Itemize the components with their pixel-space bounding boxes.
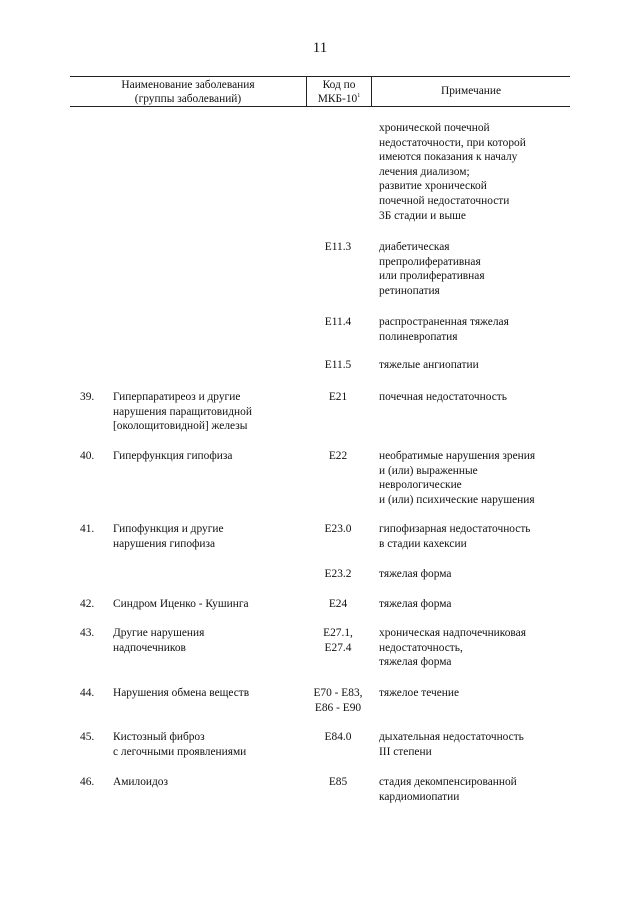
- note-text: [379, 121, 526, 223]
- header-code-line: [307, 92, 371, 106]
- note-text-line: имеются показания к началу: [379, 151, 518, 164]
- icd-code-line: E23.2: [324, 568, 352, 580]
- disease-name-line: нарушения паращитовидной: [113, 405, 252, 418]
- icd-code: [302, 567, 374, 582]
- note-text-line: хроническая надпочечниковая: [379, 627, 526, 639]
- table-header: [70, 76, 570, 107]
- note-text-line: тяжелая форма: [379, 598, 452, 610]
- row-number: [80, 730, 94, 745]
- row-number-line: 41.: [80, 523, 95, 535]
- note-text: [379, 626, 526, 670]
- note-text-line: почечная недостаточность: [379, 391, 507, 403]
- row-number-line: 46.: [80, 776, 95, 788]
- note-text-line: неврологические: [379, 479, 462, 492]
- icd-code: [302, 626, 374, 655]
- note-text-line: развитие хронической: [379, 180, 487, 193]
- icd-code: [302, 597, 374, 612]
- note-text-line: недостаточности, при которой: [379, 136, 526, 149]
- disease-name-line: нарушения гипофиза: [113, 537, 216, 550]
- icd-code-line: E84.0: [324, 731, 352, 743]
- header-icd-code: [307, 77, 372, 106]
- note-text-line: тяжелые ангиопатии: [379, 359, 479, 371]
- note-text-line: необратимые нарушения зрения: [379, 450, 536, 462]
- disease-name: [113, 449, 232, 464]
- icd-code-line: E21: [328, 391, 348, 403]
- note-text-line: III степени: [379, 745, 432, 758]
- note-text-line: стадия декомпенсированной: [379, 776, 517, 788]
- icd-code-line: E11.3: [324, 241, 352, 253]
- icd-code: [302, 315, 374, 330]
- footnote-mark: 1: [357, 92, 361, 99]
- row-number: [80, 449, 94, 464]
- icd-code-line: E27.4: [324, 641, 352, 654]
- note-text: [379, 686, 459, 701]
- row-number-line: 45.: [80, 731, 95, 743]
- note-text-line: 3Б стадии и выше: [379, 209, 466, 222]
- header-name-line: Наименование заболевания: [121, 78, 255, 91]
- header-name-line: (группы заболеваний): [134, 92, 242, 105]
- note-text: [379, 390, 507, 405]
- disease-name-line: Нарушения обмена веществ: [113, 687, 250, 699]
- note-text: [379, 358, 479, 373]
- row-number-line: 40.: [80, 450, 95, 462]
- note-text-line: гипофизарная недостаточность: [379, 523, 531, 535]
- note-text-line: и (или) психические нарушения: [379, 493, 535, 506]
- disease-name-line: Амилоидоз: [113, 776, 168, 788]
- icd-code-line: E23.0: [324, 523, 352, 535]
- note-text-line: или пролиферативная: [379, 270, 485, 283]
- note-text: [379, 449, 535, 507]
- icd-code-line: E27.1,: [323, 627, 353, 639]
- row-number: [80, 686, 94, 701]
- row-number: [80, 390, 94, 405]
- disease-name: [113, 390, 252, 434]
- note-text-line: ретинопатия: [379, 284, 440, 297]
- note-text-line: полиневропатия: [379, 330, 458, 343]
- icd-code: [302, 390, 374, 405]
- page-number: 11: [312, 40, 328, 56]
- note-text-line: лечения диализом;: [379, 165, 470, 178]
- note-text: [379, 597, 451, 612]
- icd-code-line: E85: [328, 776, 348, 788]
- note-text-line: распространенная тяжелая: [379, 316, 509, 328]
- note-text-line: в стадии кахексии: [379, 537, 467, 550]
- row-number-line: 39.: [80, 391, 95, 403]
- icd-code: [302, 240, 374, 255]
- icd-code: [302, 449, 374, 464]
- header-code-text: МКБ-10: [317, 92, 358, 105]
- disease-name: [113, 730, 246, 759]
- note-text: [379, 730, 524, 759]
- row-number: [80, 597, 94, 612]
- disease-name: [113, 686, 249, 701]
- disease-name-line: Синдром Иценко - Кушинга: [113, 598, 249, 610]
- icd-code: [302, 358, 374, 373]
- header-note-text: Примечание: [440, 85, 502, 97]
- disease-name-line: Гиперфункция гипофиза: [113, 450, 233, 462]
- note-text-line: тяжелая форма: [379, 568, 452, 580]
- note-text: [379, 522, 531, 551]
- row-number: [80, 522, 94, 537]
- note-text: [379, 775, 517, 804]
- row-number-line: 42.: [80, 598, 95, 610]
- icd-code: [302, 522, 374, 537]
- icd-code-line: E24: [328, 598, 348, 610]
- header-note: [372, 77, 570, 106]
- row-number: [80, 775, 94, 790]
- note-text-line: препролиферативная: [379, 255, 481, 268]
- note-text-line: и (или) выраженные: [379, 464, 478, 477]
- icd-code: [302, 730, 374, 745]
- row-number: [80, 626, 94, 641]
- note-text-line: тяжелое течение: [379, 687, 460, 699]
- disease-name: [113, 626, 204, 655]
- disease-name: [113, 522, 224, 551]
- note-text-line: почечной недостаточности: [379, 194, 510, 207]
- note-text-line: тяжелая форма: [379, 656, 452, 669]
- note-text-line: недостаточность,: [379, 641, 463, 654]
- icd-code-line: E11.5: [324, 359, 352, 371]
- header-disease-name: [70, 77, 307, 106]
- note-text: [379, 567, 451, 582]
- note-text-line: диабетическая: [379, 241, 450, 253]
- note-text: [379, 315, 509, 344]
- row-number-line: 43.: [80, 627, 95, 639]
- icd-code: [302, 775, 374, 790]
- disease-name-line: Другие нарушения: [113, 627, 205, 639]
- disease-name-line: Кистозный фиброз: [113, 731, 205, 743]
- disease-name-line: Гипофункция и другие: [113, 523, 224, 535]
- icd-code-line: E11.4: [324, 316, 352, 328]
- icd-code-line: E70 - E83,: [313, 687, 363, 699]
- disease-name-line: Гиперпаратиреоз и другие: [113, 391, 241, 403]
- disease-name: [113, 597, 249, 612]
- disease-name-line: надпочечников: [113, 641, 186, 654]
- icd-code-line: E22: [328, 450, 348, 462]
- disease-name-line: с легочными проявлениями: [113, 745, 247, 758]
- disease-name: [113, 775, 168, 790]
- disease-name-line: [околощитовидной] железы: [113, 420, 248, 433]
- icd-code-line: E86 - E90: [314, 701, 362, 714]
- header-code-line: Код по: [322, 78, 356, 91]
- note-text-line: кардиомиопатии: [379, 790, 460, 803]
- icd-code: [302, 686, 374, 715]
- note-text-line: дыхательная недостаточность: [379, 731, 524, 743]
- row-number-line: 44.: [80, 687, 95, 699]
- note-text-line: хронической почечной: [379, 122, 490, 134]
- note-text: [379, 240, 485, 298]
